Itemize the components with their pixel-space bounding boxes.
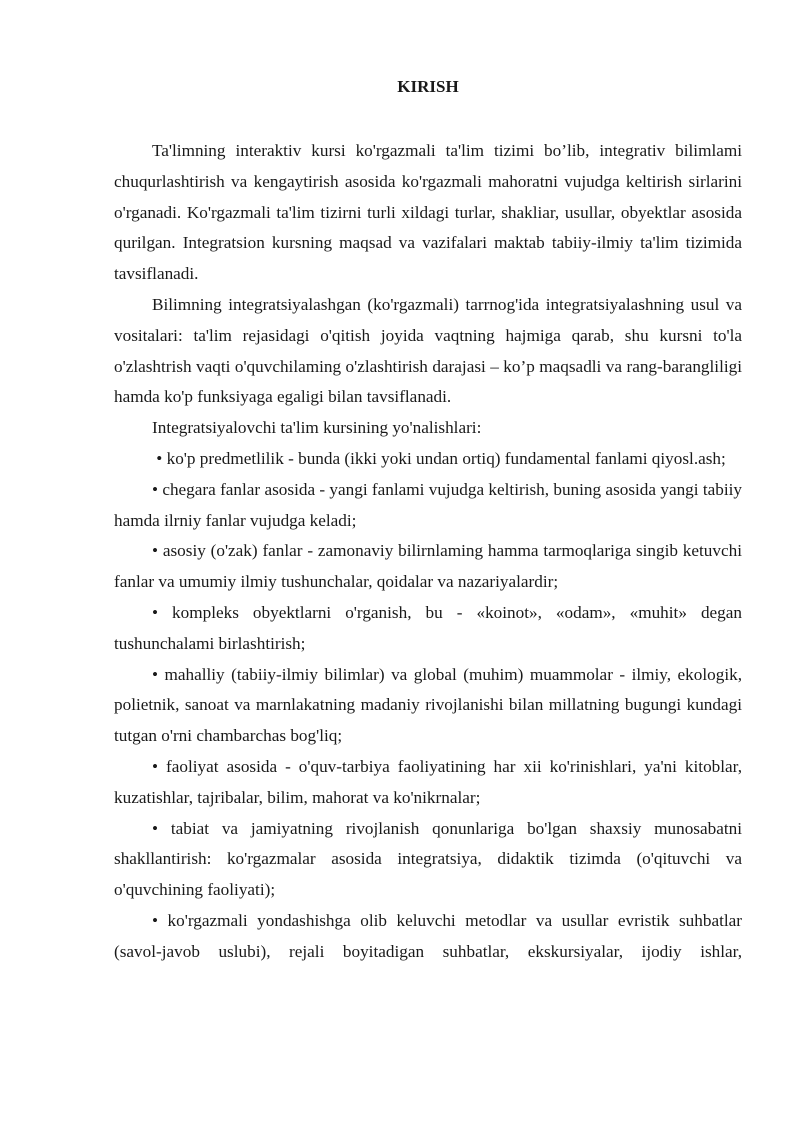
list-item: • ko'p predmetlilik - bunda (ikki yoki undan ortiq) fundamental fanlami qiyosl.ash; xyxy=(152,448,726,468)
paragraph: Bilimning integratsiyalashgan (ko'rgazmali) tarrnog'ida integratsiyalashning usul va vositalari: ta'lim rejasidagi o'qitish joyida vaqtning hajmiga qarab, shu kursni to'la o'zlashtrish vaqti o'quvchilaming o'zlashtirish darajasi – ko’p maqsadli va rang-barangliligi hamda ko'p funksiyaga egaligi bilan tavsiflanadi. xyxy=(114,294,742,407)
list-item: • mahalliy (tabiiy-ilmiy bilimlar) va global (muhim) muammolar - ilmiy, ekologik, polietnik, sanoat va marnlakatning madaniy rivojlanishi bilan millatning bugungi kundagi tutgan o'rni chambarchas bog'liq; xyxy=(114,664,742,746)
list-item: • faoliyat asosida - o'quv-tarbiya faoliyatining har xii ko'rinishlari, ya'ni kitoblar, kuzatishlar, tajribalar, bilim, mahorat va ko'nikrnalar; xyxy=(114,756,742,807)
list-item: • kompleks obyektlarni o'rganish, bu - «koinot», «odam», «muhit» degan tushunchalami birlashtirish; xyxy=(114,602,742,653)
list-item: • tabiat va jamiyatning rivojlanish qonunlariga bo'lgan shaxsiy munosabatni shakllantirish: ko'rgazmalar asosida integratsiya, didaktik tizimda (o'qituvchi va o'quvchining faoliyati); xyxy=(114,818,742,900)
list-item: • ko'rgazmali yondashishga olib keluvchi metodlar va usullar evristik suhbatlar (savol-javob uslubi), rejali boyitadigan suhbatlar, ekskursiyalar, ijodiy ishlar, xyxy=(114,910,742,961)
paragraph: Integratsiyalovchi ta'lim kursining yo'nalishlari: xyxy=(152,418,482,438)
list-item: • chegara fanlar asosida - yangi fanlami vujudga keltirish, buning asosida yangi tabiiy hamda ilrniy fanlar vujudga keladi; xyxy=(114,479,742,530)
page-title: KIRISH xyxy=(397,77,459,96)
paragraph: Ta'limning interaktiv kursi ko'rgazmali ta'lim tizimi bo’lib, integrativ bilimlami chuqurlashtirish va kengaytirish asosida ko'rgazmali mahoratni vujudga keltirish sirlarini o'rganadi. Ko'rgazmali ta'lim tizirni turli xildagi turlar, shakliar, usullar, obyektlar asosida qurilgan. Integratsion kursning maqsad va vazifalari maktab tabiiy-ilmiy ta'lim tizimida tavsiflanadi. xyxy=(114,141,742,284)
list-item: • asosiy (o'zak) fanlar - zamonaviy bilirnlaming hamma tarmoqlariga singib ketuvchi fanlar va umumiy ilmiy tushunchalar, qoidalar va nazariyalardir; xyxy=(114,541,742,592)
